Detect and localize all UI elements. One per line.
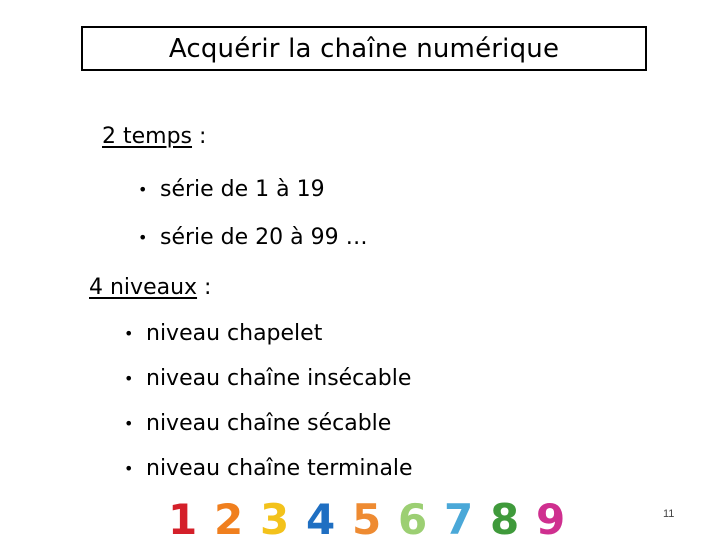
list-item-text: niveau chaîne sécable [146, 411, 392, 436]
bullet-icon: • [124, 324, 134, 343]
bullet-icon: • [138, 227, 148, 247]
section-niveaux-label: 4 niveaux [89, 275, 198, 300]
list-item-text: niveau chaîne insécable [146, 366, 412, 391]
section-niveaux-heading [89, 275, 211, 300]
digit-9: 9 [536, 495, 566, 544]
list-item-text: série de 1 à 19 [160, 176, 325, 202]
niveaux-list [124, 311, 413, 491]
section-temps-heading [102, 124, 206, 149]
digit-3: 3 [260, 495, 290, 544]
list-item [138, 165, 368, 213]
list-item-text: niveau chapelet [146, 321, 323, 346]
section-temps-colon: : [192, 124, 207, 149]
slide-title: Acquérir la chaîne numérique [168, 33, 560, 64]
colorful-numbers-image [168, 495, 588, 544]
bullet-icon: • [124, 414, 134, 433]
digit-7: 7 [444, 495, 474, 544]
digit-1: 1 [168, 495, 198, 544]
page-number: 11 [663, 508, 675, 520]
digit-5: 5 [352, 495, 382, 544]
list-item-text: série de 20 à 99 … [160, 224, 368, 250]
bullet-icon: • [124, 369, 134, 388]
digit-6: 6 [398, 495, 428, 544]
section-niveaux-colon: : [197, 275, 212, 300]
digit-4: 4 [306, 495, 336, 544]
bullet-icon: • [138, 179, 148, 199]
slide-title-box [81, 26, 647, 71]
digit-8: 8 [490, 495, 520, 544]
section-temps-label: 2 temps [102, 124, 193, 149]
list-item [124, 401, 413, 446]
list-item-text: niveau chaîne terminale [146, 456, 413, 481]
bullet-icon: • [124, 459, 134, 478]
digit-2: 2 [214, 495, 244, 544]
temps-list [138, 165, 368, 261]
list-item [124, 356, 413, 401]
list-item [124, 446, 413, 491]
list-item [138, 213, 368, 261]
list-item [124, 311, 413, 356]
